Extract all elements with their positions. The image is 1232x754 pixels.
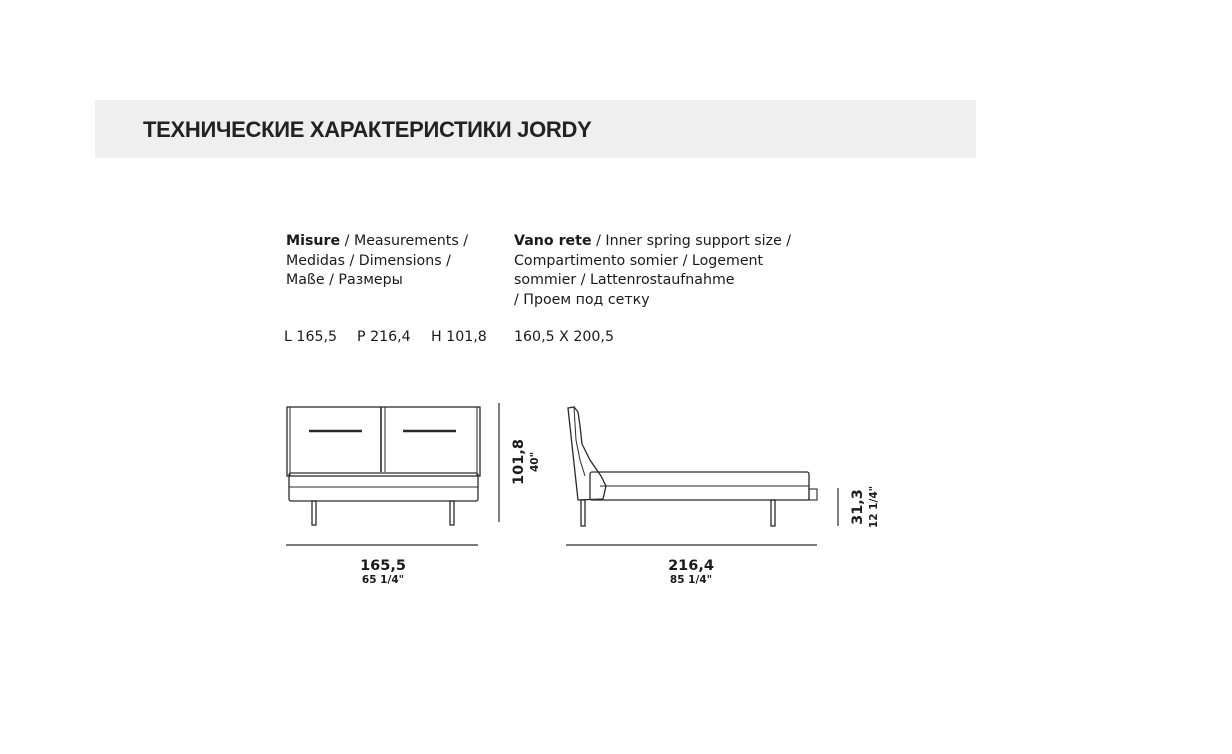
- side-length-inch-label: 85 1/4": [669, 574, 713, 586]
- inner-support-label-line-4: / Проем под сетку: [514, 291, 650, 308]
- inner-support-label-line-2: Compartimento somier / Logement: [514, 252, 764, 269]
- front-left-leg: [312, 501, 316, 525]
- height-inch-label: 40": [529, 451, 541, 473]
- height-label: 101,8: [511, 439, 527, 485]
- frame-height-inch-label: 12 1/4": [868, 485, 880, 529]
- measurements-label-line-1: / Measurements /: [340, 233, 469, 249]
- side-front-leg: [581, 500, 585, 526]
- inner-size-value: 160,5 X 200,5: [514, 329, 614, 345]
- inner-support-label-line-1: / Inner spring support size /: [591, 233, 792, 249]
- side-back-leg: [771, 500, 775, 526]
- inner-support-label-bold: Vano rete: [514, 233, 592, 249]
- front-width-inch-label: 65 1/4": [361, 574, 405, 586]
- bed-side-view: [566, 407, 838, 545]
- bed-front-view: [286, 403, 499, 545]
- page-title: ТЕХНИЧЕСКИЕ ХАРАКТЕРИСТИКИ JORDY: [143, 117, 592, 142]
- headboard-front: [287, 407, 480, 476]
- measurements-label-line-2: Medidas / Dimensions /: [286, 252, 451, 269]
- measurements-label-line-3: Maße / Размеры: [286, 272, 403, 288]
- front-right-leg: [450, 501, 454, 525]
- height-value: H 101,8: [431, 329, 487, 345]
- inner-support-label-line-3: sommier / Lattenrostaufnahme: [514, 272, 735, 288]
- front-width-label: 165,5: [360, 558, 406, 574]
- side-length-label: 216,4: [668, 558, 714, 574]
- length-value: L 165,5: [284, 329, 338, 345]
- depth-value: P 216,4: [357, 329, 411, 345]
- measurements-label-bold: Misure: [286, 233, 341, 249]
- frame-height-label: 31,3: [850, 489, 866, 525]
